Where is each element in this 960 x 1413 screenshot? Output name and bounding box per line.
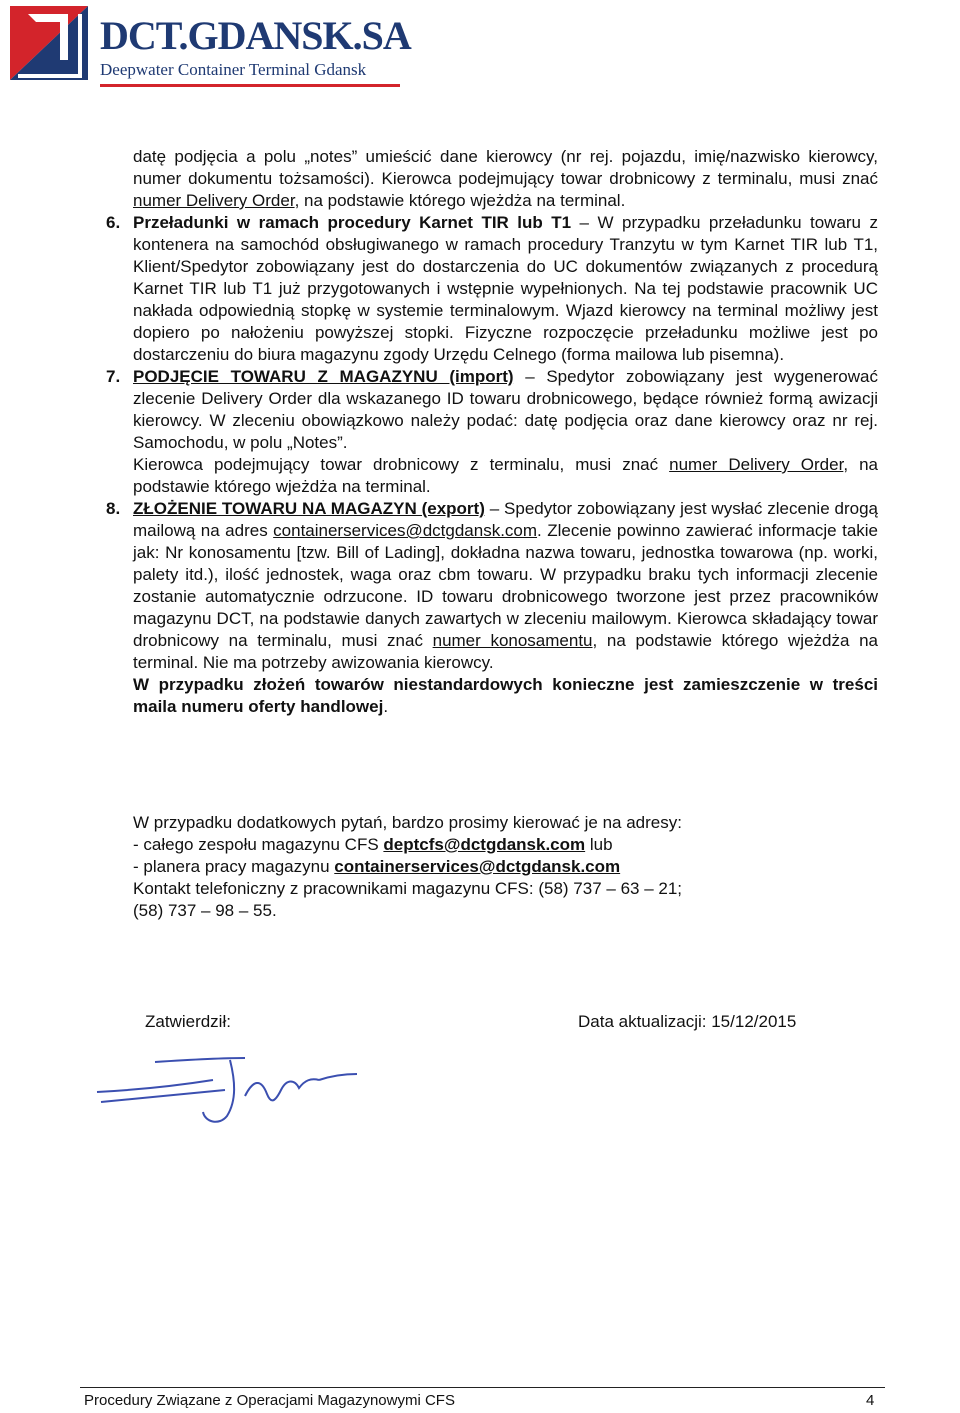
item-7-delivery-order: numer Delivery Order [669, 455, 844, 474]
company-logo [8, 4, 411, 86]
item-7-text: – Spedytor zobowiązany jest wygenerować zlecenie Delivery Order dla wskazanego ID towaru drobnicowego, będące również formą awizacji kierowcy. W zleceniu obowiązkowo należy podać: datę podjęcia oraz dane kierowcy oraz nr rej. Samochodu, w polu „Notes”. [133, 367, 878, 452]
contact-phone-1: Kontakt telefoniczny z pracownikami magazynu CFS: (58) 737 – 63 – 21; [133, 879, 683, 898]
item-6-heading: Przeładunki w ramach procedury Karnet TIR lub T1 [133, 213, 572, 232]
document-body [106, 146, 879, 718]
item-8-bold-end: . [383, 697, 389, 716]
intro-paragraph [133, 146, 878, 212]
page-number: 4 [866, 1392, 875, 1409]
item-8-konosament: numer konosamentu [432, 631, 593, 650]
logo-subtitle: Deepwater Container Terminal Gdansk [100, 60, 367, 79]
item-8-text-a: – Spedytor zobowiązany jest wysłać zlecenie drogą mailową na adres [133, 499, 878, 540]
contact-line-2 [133, 856, 878, 878]
item-7-second-paragraph [133, 454, 878, 498]
footer-divider [80, 1387, 885, 1388]
item-8-note [133, 674, 878, 718]
signature-image [95, 1050, 365, 1130]
contact-phone-2: (58) 737 – 98 – 55. [133, 901, 277, 920]
item-8 [106, 498, 879, 674]
intro-delivery-order: numer Delivery Order [133, 191, 295, 210]
intro-text-end: , na podstawie którego wjeżdża na terminal. [294, 191, 626, 210]
approved-label: Zatwierdził: [145, 1012, 231, 1031]
update-date: Data aktualizacji: 15/12/2015 [578, 1012, 797, 1031]
item-7-number: 7. [106, 367, 121, 386]
item-8-text-b: . Zlecenie powinno zawierać informacje takie jak: Nr konosamentu [tzw. Bill of Lading], dokładna nazwa towaru, jednostka towarowa (np. worki, palety itd.), ilość jednostek, waga oraz cbm towaru. W przypadku braku tych informacji zlecenie zostanie automatycznie odrzucone. ID towaru drobnicowego tworzone jest przez pracowników magazynu DCT, na podstawie danych zawartych w zleceniu mailowym. Kierowca składający towar drobnicowy na terminalu, musi znać [133, 521, 879, 650]
logo-rule [100, 84, 400, 87]
item-7-line2-end: , na podstawie którego wjeżdża na terminal. [133, 455, 878, 496]
contact-block [133, 812, 878, 922]
contact-line-2-prefix: - planera pracy magazynu [133, 857, 335, 876]
item-6-text: – W przypadku przeładunku towaru z kontenera na samochód obsługiwanego w ramach procedury Tranzytu w tym Karnet TIR lub T1, Klient/Spedytor zobowiązany jest do dostarczenia do UC dokumentów związanych z procedurą Karnet TIR lub T1 już przygotowanych i wstępnie wypełnionych. Na tej podstawie pracownik UC nakłada odpowiednią stopkę w systemie terminalowym. Wjazd kierowcy na terminal możliwy jest dopiero po nałożeniu powyższej stopki. Fizyczne rozpoczęcie przeładunku możliwe jest po dostarczeniu do biura magazynu zgody Urzędu Celnego (forma mailowa lub pisemna). [133, 213, 878, 364]
item-7-heading: PODJĘCIE TOWARU Z MAGAZYNU (import) [133, 367, 514, 386]
contact-line-1 [133, 834, 878, 856]
contact-line-1-prefix: - całego zespołu magazynu CFS [133, 835, 384, 854]
contact-intro: W przypadku dodatkowych pytań, bardzo prosimy kierować je na adresy: [133, 813, 682, 832]
logo-mark-icon [8, 4, 90, 82]
logo-name: DCT.GDANSK.SA [100, 13, 411, 58]
intro-text: datę podjęcia a polu „notes” umieścić dane kierowcy (nr rej. pojazdu, imię/nazwisko kierowcy, numer dokumentu tożsamości). Kierowca podejmujący towar drobnicowy z terminalu, musi znać [133, 147, 878, 188]
item-7-line2-text: Kierowca podejmujący towar drobnicowy z terminalu, musi znać [133, 455, 670, 474]
contact-cfs-email-link[interactable]: deptcfs@dctgdansk.com [383, 835, 586, 854]
footer-title: Procedury Związane z Operacjami Magazynowymi CFS [84, 1392, 455, 1409]
contact-planner-email-link[interactable]: containerservices@dctgdansk.com [334, 857, 621, 876]
item-8-number: 8. [106, 499, 121, 518]
item-8-email-link[interactable]: containerservices@dctgdansk.com [273, 521, 538, 540]
item-6-number: 6. [106, 213, 121, 232]
item-8-heading: ZŁOŻENIE TOWARU NA MAGAZYN (export) [133, 499, 485, 518]
item-7 [106, 366, 878, 454]
item-6 [106, 212, 878, 366]
contact-line-1-suffix: lub [585, 835, 613, 854]
item-8-bold-note: W przypadku złożeń towarów niestandardowych konieczne jest zamieszczenie w treści maila numeru oferty handlowej [133, 675, 878, 716]
item-8-text-c: , na podstawie którego wjeżdża na terminal. Nie ma potrzeby awizowania kierowcy. [133, 631, 878, 672]
